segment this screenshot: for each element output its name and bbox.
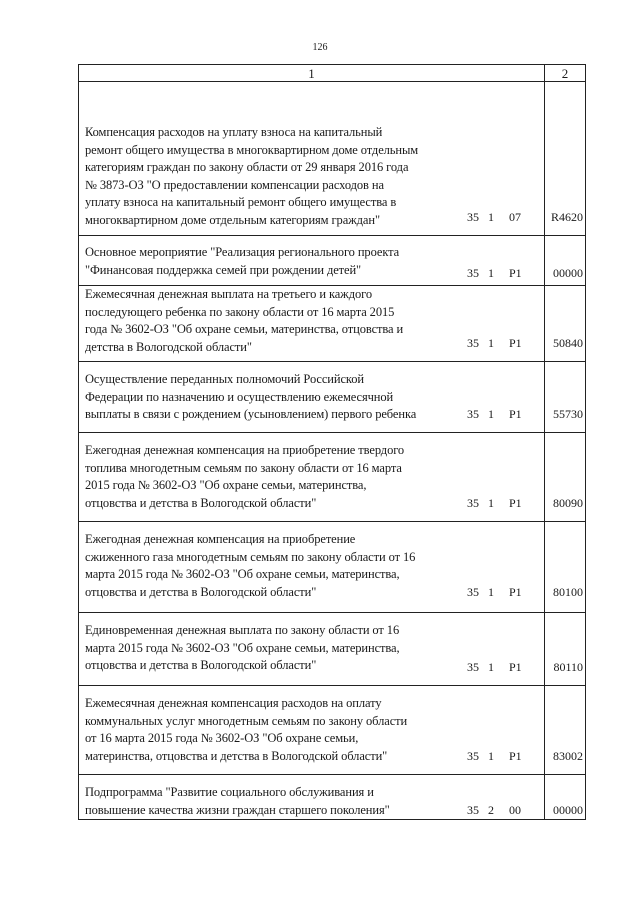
description-line: № 3873-ОЗ "О предоставлении компенсации расходов на [85, 177, 384, 192]
description-line: ремонт общего имущества в многоквартирном доме отдельным [85, 142, 419, 157]
column-divider [544, 64, 545, 819]
page-number: 126 [312, 42, 328, 53]
description-line: выплаты в связи с рождением (усыновлением) первого ребенка [85, 407, 417, 421]
subprogram-code: 1 [488, 336, 494, 350]
expense-code: R4620 [550, 210, 583, 224]
description-line: года № 3602-ОЗ "Об охране семьи, материнства, отцовства и [85, 322, 404, 336]
subprogram-code: 1 [488, 496, 494, 510]
row-separator [79, 235, 585, 236]
program-code: 35 [467, 407, 479, 421]
expense-code: 00000 [553, 803, 583, 817]
event-code: P1 [509, 336, 522, 350]
table-header [79, 64, 585, 82]
description-line: сжиженного газа многодетным семьям по закону области от 16 [85, 549, 416, 564]
description-line: категориям граждан по закону области от 29 января 2016 года [85, 160, 409, 174]
description-line: материнства, отцовства и детства в Вологодской области" [85, 748, 388, 763]
subprogram-code: 1 [488, 266, 494, 280]
expense-code: 50840 [553, 336, 583, 350]
description-line: Единовременная денежная выплата по закону области от 16 [85, 623, 400, 637]
event-code: P1 [509, 660, 522, 674]
description-line: от 16 марта 2015 года № 3602-ОЗ "Об охране семьи, [85, 731, 359, 745]
description-line: отцовства и детства в Вологодской области" [85, 584, 317, 599]
subprogram-code: 1 [488, 660, 494, 674]
program-code: 35 [467, 336, 479, 350]
expense-code: 80110 [553, 660, 583, 674]
expense-code: 83002 [553, 749, 583, 763]
description-line: марта 2015 года № 3602-ОЗ "Об охране семьи, материнства, [85, 640, 400, 655]
expense-code: 00000 [553, 266, 583, 280]
event-code: P1 [509, 749, 522, 763]
description-line: Осуществление переданных полномочий Российской [85, 372, 365, 386]
description-line: Ежемесячная денежная компенсация расходов на оплату [85, 696, 382, 710]
row-separator [79, 612, 585, 613]
expense-code: 55730 [553, 407, 583, 421]
description-line: Федерации по назначению и осуществлению ежемесячной [85, 389, 394, 404]
description-line: последующего ребенка по закону области от 16 марта 2015 [85, 304, 395, 319]
description-line: Ежемесячная денежная выплата на третьего и каждого [85, 287, 372, 301]
header-col-2: 2 [561, 66, 569, 81]
subprogram-code: 1 [488, 749, 494, 763]
header-col-1: 1 [308, 66, 315, 81]
description-line: Подпрограмма "Развитие социального обслуживания и [85, 785, 374, 799]
description-line: повышение качества жизни граждан старшего поколения" [85, 802, 390, 817]
program-code: 35 [467, 266, 479, 280]
description-line: отцовства и детства в Вологодской области" [85, 658, 317, 672]
subprogram-code: 1 [488, 407, 494, 421]
event-code: P1 [509, 266, 522, 280]
event-code: 00 [509, 803, 521, 817]
row-separator [79, 685, 585, 686]
row-separator [79, 521, 585, 522]
event-code: P1 [509, 407, 522, 421]
subprogram-code: 1 [488, 585, 494, 599]
description-line: Ежегодная денежная компенсация на приобретение [85, 532, 356, 546]
description-line: Основное мероприятие "Реализация регионального проекта [85, 245, 400, 259]
description-line: отцовства и детства в Вологодской области" [85, 495, 317, 510]
description-line: Ежегодная денежная компенсация на приобретение твердого [85, 443, 405, 457]
program-code: 35 [467, 585, 479, 599]
expense-code: 80100 [553, 585, 583, 599]
budget-table [78, 64, 586, 820]
program-code: 35 [467, 749, 479, 763]
description-line: Компенсация расходов на уплату взноса на капитальный [85, 125, 383, 139]
description-line: коммунальных услуг многодетным семьям по закону области [85, 713, 408, 728]
program-code: 35 [467, 803, 479, 817]
row-separator [79, 361, 585, 362]
program-code: 35 [467, 210, 479, 224]
event-code: P1 [509, 496, 522, 510]
row-separator [79, 432, 585, 433]
description-line: детства в Вологодской области" [85, 339, 252, 354]
description-line: марта 2015 года № 3602-ОЗ "Об охране семьи, материнства, [85, 567, 400, 581]
subprogram-code: 1 [488, 210, 494, 224]
description-line: уплату взноса на капитальный ремонт общего имущества в [85, 195, 397, 209]
program-code: 35 [467, 496, 479, 510]
program-code: 35 [467, 660, 479, 674]
description-line: "Финансовая поддержка семей при рождении детей" [85, 262, 362, 277]
expense-code: 80090 [553, 496, 583, 510]
description-line: топлива многодетным семьям по закону области от 16 марта [85, 460, 402, 475]
row-separator [79, 774, 585, 775]
event-code: 07 [509, 210, 521, 224]
description-line: многоквартирном доме отдельным категориям граждан" [85, 212, 380, 227]
description-line: 2015 года № 3602-ОЗ "Об охране семьи, материнства, [85, 478, 367, 492]
event-code: P1 [509, 585, 522, 599]
subprogram-code: 2 [488, 803, 494, 817]
